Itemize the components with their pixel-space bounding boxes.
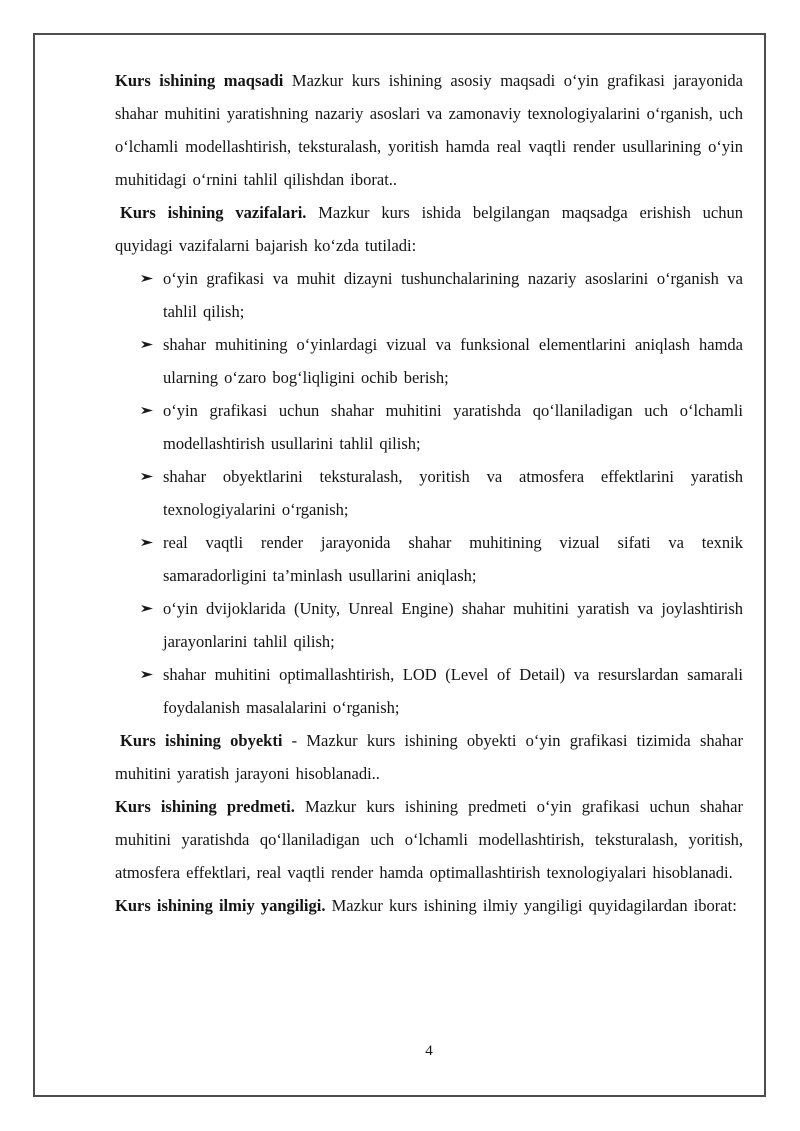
task-list-item: [115, 394, 743, 460]
paragraph-predmeti-body: Mazkur kurs ishining predmeti o‘yin grafikasi uchun shahar muhitini yaratishda qo‘llaniladigan uch o‘lchamli modellashtirish, teksturalash, yoritish, atmosfera effektlari, real vaqtli render hamda optimallashtirish texnologiyalari hisoblanadi.: [115, 797, 743, 882]
arrowhead-right-bullet-icon: [141, 405, 153, 416]
task-text: o‘yin dvijoklarida (Unity, Unreal Engine) shahar muhitini yaratish va joylashtirish jarayonlarini tahlil qilish;: [163, 599, 743, 651]
arrowhead-right-bullet-icon: [141, 603, 153, 614]
paragraph-predmeti: [115, 790, 743, 889]
task-text: o‘yin grafikasi uchun shahar muhitini yaratishda qo‘llaniladigan uch o‘lchamli modellashtirish usullarini tahlil qilish;: [163, 401, 743, 453]
paragraph-obyekti-lead: Kurs ishining obyekti: [120, 731, 283, 750]
document-text-block: [115, 64, 743, 922]
arrowhead-right-bullet-icon: [141, 669, 153, 680]
task-list-item: [115, 460, 743, 526]
arrowhead-right-bullet-icon: [141, 339, 153, 350]
paragraph-obyekti: [115, 724, 743, 790]
task-list-item: [115, 658, 743, 724]
arrowhead-right-bullet-icon: [141, 471, 153, 482]
paragraph-yangiligi-lead: Kurs ishining ilmiy yangiligi.: [115, 896, 326, 915]
paragraph-vazifalari-body: Mazkur kurs ishida belgilangan maqsadga erishish uchun quyidagi vazifalarni bajarish ko‘zda tutiladi:: [115, 203, 743, 255]
paragraph-maqsadi-lead: Kurs ishining maqsadi: [115, 71, 284, 90]
task-list-item: [115, 328, 743, 394]
paragraph-maqsadi: [115, 64, 743, 196]
task-text: shahar muhitini optimallashtirish, LOD (Level of Detail) va resurslardan samarali foydalanish masalalarini o‘rganish;: [163, 665, 743, 717]
paragraph-yangiligi-body: Mazkur kurs ishining ilmiy yangiligi quyidagilardan iborat:: [325, 896, 737, 915]
page-number: 4: [425, 1043, 433, 1059]
paragraph-vazifalari: [115, 196, 743, 262]
paragraph-predmeti-lead: Kurs ishining predmeti.: [115, 797, 295, 816]
paragraph-maqsadi-body: Mazkur kurs ishining asosiy maqsadi o‘yin grafikasi jarayonida shahar muhitini yaratishning nazariy asoslari va zamonaviy texnologiyalarini o‘rganish, uch o‘lchamli modellashtirish, teksturalash, yoritish hamda real vaqtli render usullarining o‘yin muhitidagi o‘rnini tahlil qilishdan iborat..: [115, 71, 744, 189]
paragraph-vazifalari-lead: Kurs ishining vazifalari.: [120, 203, 307, 222]
arrowhead-right-bullet-icon: [141, 273, 153, 284]
paragraph-yangiligi: [115, 889, 743, 922]
task-text: shahar obyektlarini teksturalash, yoritish va atmosfera effektlarini yaratish texnologiyalarini o‘rganish;: [163, 467, 743, 519]
task-list-item: [115, 592, 743, 658]
paragraph-obyekti-body: - Mazkur kurs ishining obyekti o‘yin grafikasi tizimida shahar muhitini yaratish jarayoni hisoblanadi..: [115, 731, 744, 783]
task-text: o‘yin grafikasi va muhit dizayni tushunchalarining nazariy asoslarini o‘rganish va tahlil qilish;: [163, 269, 743, 321]
task-list: [115, 262, 743, 724]
task-text: shahar muhitining o‘yinlardagi vizual va funksional elementlarini aniqlash hamda ularning o‘zaro bog‘liqligini ochib berish;: [163, 335, 743, 387]
task-text: real vaqtli render jarayonida shahar muhitining vizual sifati va texnik samaradorligini ta’minlash usullarini aniqlash;: [163, 533, 743, 585]
arrowhead-right-bullet-icon: [141, 537, 153, 548]
task-list-item: [115, 262, 743, 328]
task-list-item: [115, 526, 743, 592]
